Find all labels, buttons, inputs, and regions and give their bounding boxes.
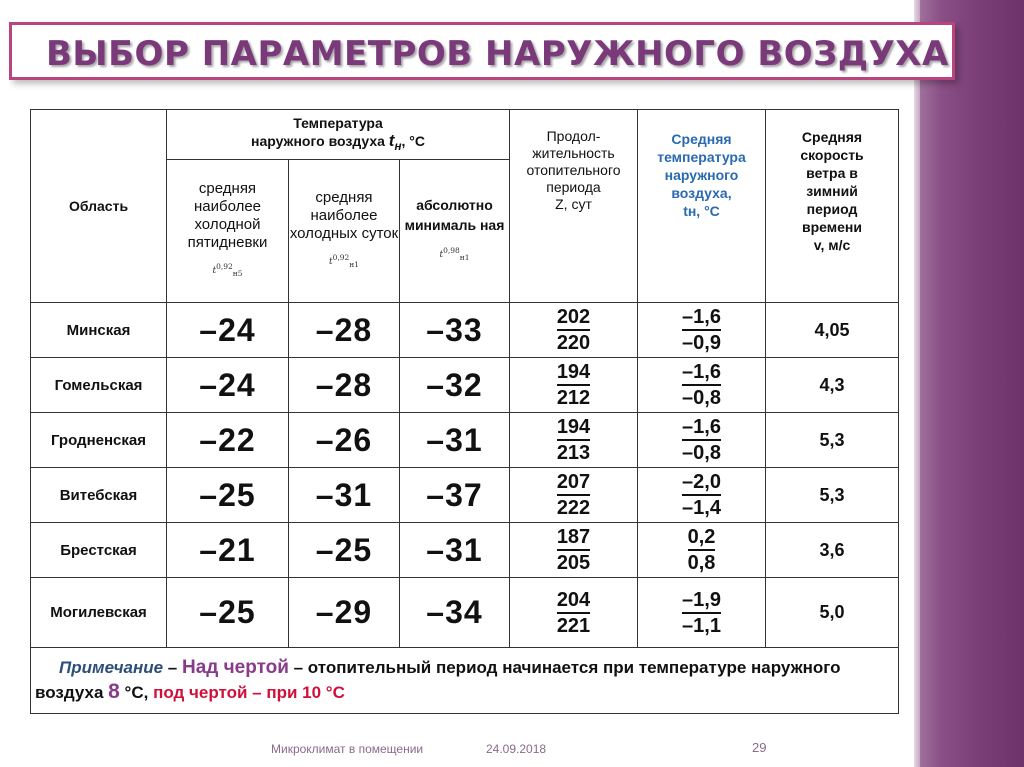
- header-wind: [766, 110, 899, 303]
- duration-cell: [510, 413, 638, 468]
- note-row: [31, 648, 899, 714]
- table-row: [31, 358, 899, 413]
- header-wind-line1: Средняя: [801, 129, 863, 145]
- wind-speed-cell: 5,3: [766, 468, 899, 523]
- note-above: Над чертой: [181, 657, 289, 678]
- absolute-min-temp-cell: –37: [400, 468, 510, 523]
- duration-cell-below-line: 205: [556, 552, 591, 574]
- avg-temp-cell-above-line: –1,6: [682, 305, 721, 331]
- coldest-day-temp-cell: –25: [289, 523, 400, 578]
- header-wind-line7: v, м/с: [813, 237, 851, 253]
- avg-temp-cell: [638, 578, 766, 648]
- avg-temp-cell-below-line: –1,4: [682, 497, 721, 519]
- avg-temp-cell-above-line: –1,9: [682, 588, 721, 614]
- header-avg-temp-line4: воздуха,: [671, 185, 732, 201]
- coldest-day-temp-cell: –28: [289, 358, 400, 413]
- note-below: под чертой – при 10 °С: [153, 683, 345, 702]
- five-day-temp-cell: –25: [167, 578, 289, 648]
- region-cell: Гомельская: [31, 358, 167, 413]
- avg-temp-cell-below-line: –0,8: [682, 387, 721, 409]
- duration-cell-fraction: [557, 470, 590, 520]
- climate-parameters-table: [30, 109, 899, 714]
- note-cell: [31, 648, 899, 714]
- wind-speed-cell: 4,3: [766, 358, 899, 413]
- duration-cell: [510, 303, 638, 358]
- region-cell: Минская: [31, 303, 167, 358]
- avg-temp-cell-above-line: –2,0: [682, 470, 721, 496]
- title-box: [9, 22, 955, 80]
- side-panel-stripe: [914, 0, 920, 767]
- note-dash: –: [163, 658, 182, 677]
- header-duration-line5: Z, сут: [555, 196, 592, 212]
- header-abs-min-symbol: [400, 241, 509, 268]
- days-sup: 0,92: [332, 252, 350, 262]
- header-duration-line1: Продол-: [546, 128, 601, 144]
- duration-cell-above-line: 202: [557, 305, 590, 331]
- header-duration-line2: жительность: [532, 145, 615, 161]
- header-region-label: Область: [68, 198, 129, 214]
- duration-cell-fraction: [557, 525, 590, 575]
- header-duration-line3: отопительного: [526, 162, 621, 178]
- header-temp-unit: , °С: [401, 132, 426, 149]
- avg-temp-cell-below-line: –1,1: [682, 614, 721, 637]
- duration-cell-fraction: [557, 305, 590, 355]
- header-region: [31, 110, 167, 303]
- region-cell: Витебская: [31, 468, 167, 523]
- note-value-8: 8: [108, 680, 120, 703]
- abs-sup: 0,98: [443, 245, 460, 255]
- avg-temp-cell: [638, 358, 766, 413]
- table-row: [31, 413, 899, 468]
- header-temp-subscript: н: [394, 139, 402, 153]
- avg-temp-cell: [638, 413, 766, 468]
- avg-temp-cell-above-line: –1,6: [682, 360, 721, 386]
- duration-cell-below-line: 220: [556, 332, 591, 354]
- header-wind-line4: зимний: [806, 183, 858, 199]
- duration-cell-above-line: 194: [557, 415, 590, 441]
- absolute-min-temp-cell: –31: [400, 413, 510, 468]
- note-unit: °С,: [119, 683, 154, 702]
- header-wind-line2: скорость: [800, 147, 864, 163]
- duration-cell-above-line: 187: [557, 525, 590, 551]
- header-days-symbol: [289, 249, 399, 274]
- duration-cell-below-line: 221: [556, 614, 591, 637]
- header-abs-min-label: абсолютно минималь ная: [404, 196, 505, 233]
- wind-speed-cell: 3,6: [766, 523, 899, 578]
- region-cell: Могилевская: [31, 578, 167, 648]
- wind-speed-cell: 4,05: [766, 303, 899, 358]
- table-row: [31, 303, 899, 358]
- duration-cell: [510, 468, 638, 523]
- duration-cell-below-line: 212: [556, 387, 591, 409]
- avg-temp-cell: [638, 523, 766, 578]
- header-five-day-symbol: [167, 258, 288, 283]
- avg-temp-cell: [638, 468, 766, 523]
- five-day-sup: 0,92: [216, 261, 233, 271]
- region-cell: Гродненская: [31, 413, 167, 468]
- absolute-min-temp-cell: –34: [400, 578, 510, 648]
- duration-cell-fraction: [557, 588, 590, 638]
- header-avg-temp: [638, 110, 766, 303]
- header-wind-line5: период: [806, 201, 858, 217]
- coldest-day-temp-cell: –28: [289, 303, 400, 358]
- wind-speed-cell: 5,0: [766, 578, 899, 648]
- header-temp-group-line1: Температура: [293, 114, 383, 131]
- duration-cell-below-line: 222: [556, 497, 591, 519]
- five-day-sub: н5: [232, 268, 243, 278]
- avg-temp-cell-below-line: –0,8: [682, 442, 721, 464]
- five-day-temp-cell: –21: [167, 523, 289, 578]
- table-row: [31, 468, 899, 523]
- header-avg-temp-line1: Средняя: [671, 131, 732, 147]
- five-day-sym: t: [212, 265, 217, 276]
- duration-cell-fraction: [557, 415, 590, 465]
- avg-temp-cell-fraction: [688, 525, 716, 575]
- avg-temp-cell-fraction: [682, 360, 721, 410]
- avg-temp-cell-above-line: 0,2: [688, 525, 716, 551]
- duration-cell-above-line: 194: [557, 360, 590, 386]
- header-avg-temp-line5: tн, °С: [683, 203, 720, 219]
- five-day-temp-cell: –22: [167, 413, 289, 468]
- abs-sub: н1: [459, 252, 470, 262]
- table-row: [31, 523, 899, 578]
- header-abs-min: [400, 160, 510, 303]
- table-row: [31, 578, 899, 648]
- region-cell: Брестская: [31, 523, 167, 578]
- footer-subject: Микроклимат в помещении: [271, 742, 424, 756]
- duration-cell-above-line: 204: [557, 588, 590, 614]
- coldest-day-temp-cell: –31: [289, 468, 400, 523]
- avg-temp-cell-below-line: 0,8: [687, 552, 716, 574]
- header-avg-temp-line3: наружного: [664, 167, 739, 183]
- duration-cell-fraction: [557, 360, 590, 410]
- header-wind-line3: ветра в: [806, 165, 858, 181]
- header-temp-group-line2: наружного воздуха: [250, 132, 389, 149]
- absolute-min-temp-cell: –33: [400, 303, 510, 358]
- header-row-1: [31, 110, 899, 160]
- avg-temp-cell-fraction: [682, 588, 721, 638]
- five-day-temp-cell: –24: [167, 358, 289, 413]
- header-days-label: средняя наиболее холодных суток: [289, 188, 399, 242]
- days-sub: н1: [349, 259, 360, 269]
- coldest-day-temp-cell: –26: [289, 413, 400, 468]
- header-temp-symbol: t: [388, 130, 395, 150]
- avg-temp-cell-fraction: [682, 415, 721, 465]
- footer-date: 24.09.2018: [486, 742, 547, 756]
- decorative-side-panel: [914, 0, 1024, 767]
- avg-temp-cell: [638, 303, 766, 358]
- avg-temp-cell-below-line: –0,9: [682, 332, 721, 354]
- avg-temp-cell-fraction: [682, 305, 721, 355]
- duration-cell: [510, 578, 638, 648]
- header-wind-line6: времени: [802, 219, 862, 235]
- absolute-min-temp-cell: –31: [400, 523, 510, 578]
- absolute-min-temp-cell: –32: [400, 358, 510, 413]
- abs-sym: t: [439, 249, 444, 260]
- days-sym: t: [328, 256, 333, 267]
- header-duration: [510, 110, 638, 303]
- wind-speed-cell: 5,3: [766, 413, 899, 468]
- duration-cell: [510, 523, 638, 578]
- five-day-temp-cell: –25: [167, 468, 289, 523]
- page-title: ВЫБОР ПАРАМЕТРОВ НАРУЖНОГО ВОЗДУХА: [46, 34, 949, 74]
- note-label: Примечание: [59, 658, 164, 677]
- header-avg-temp-line2: температура: [657, 149, 746, 165]
- duration-cell-above-line: 207: [557, 470, 590, 496]
- avg-temp-cell-above-line: –1,6: [682, 415, 721, 441]
- five-day-temp-cell: –24: [167, 303, 289, 358]
- coldest-day-temp-cell: –29: [289, 578, 400, 648]
- header-days: [289, 160, 400, 303]
- header-duration-line4: периода: [546, 179, 601, 195]
- table-body: [31, 303, 899, 648]
- header-temp-group: [167, 110, 510, 160]
- duration-cell: [510, 358, 638, 413]
- duration-cell-below-line: 213: [556, 442, 591, 464]
- header-five-day: [167, 160, 289, 303]
- header-five-day-label: средняя наиболее холодной пятидневки: [187, 179, 268, 251]
- page-number: 29: [752, 740, 767, 755]
- avg-temp-cell-fraction: [682, 470, 721, 520]
- note-text: – отопительный период начинается при температуре наружного воздуха: [35, 658, 841, 702]
